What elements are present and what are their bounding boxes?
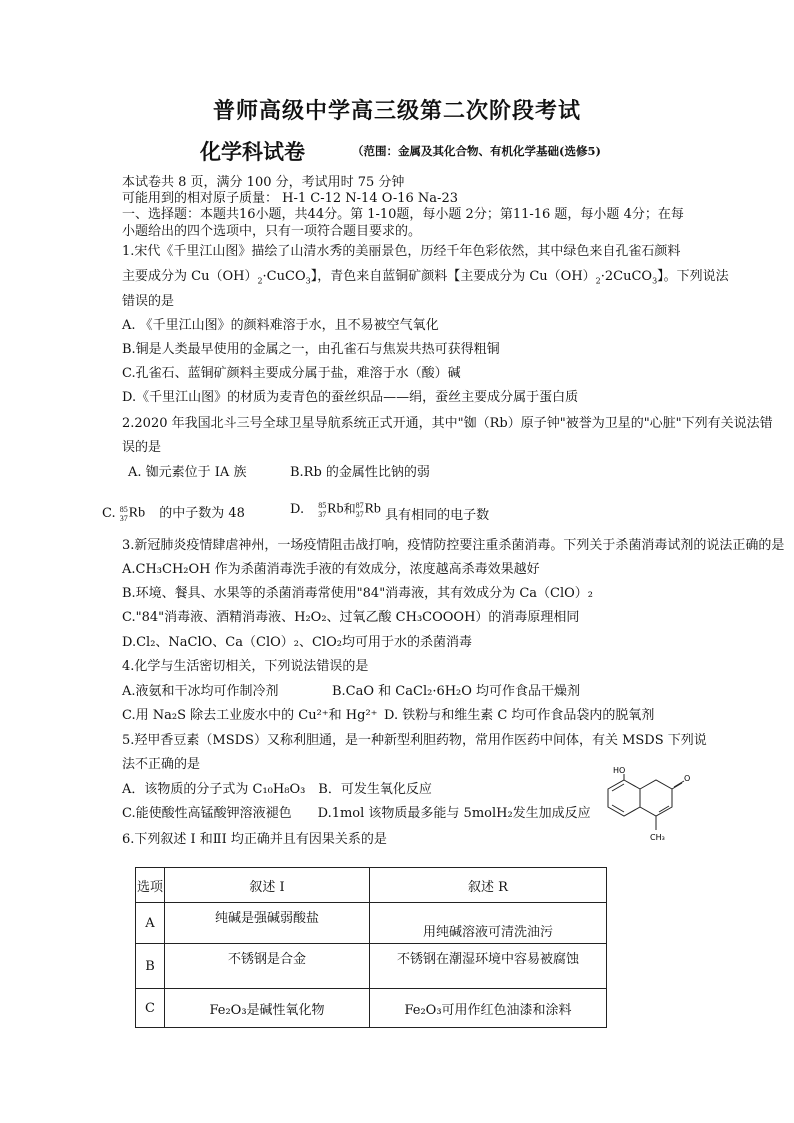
q1-stem-line1: 1.宋代《千里江山图》描绘了山清水秀的美丽景色，历经千年色彩依然，其中绿色来自孔雀石颜料: [122, 244, 681, 259]
exam-scope: （范围：金属及其化合物、有机化学基础(选修5): [352, 144, 601, 158]
table-row: [136, 903, 607, 944]
q4-option-c: C.用 Na₂S 除去工业废水中的 Cu²⁺和 Hg²⁺: [122, 708, 378, 723]
q3-option-a: A.CH₃CH₂OH 作为杀菌消毒洗手液的有效成分，浓度越高杀毒效果越好: [122, 562, 540, 577]
q2-stem-line2: 误的是: [122, 440, 162, 455]
q5-stem-line2: 法不正确的是: [122, 757, 201, 772]
exam-title: 普师高级中学高三级第二次阶段考试: [212, 98, 581, 124]
q1-option-c: C.孔雀石、蓝铜矿颜料主要成分属于盐，难溶于水（酸）碱: [122, 366, 461, 381]
intro-line-2: 可能用到的相对原子质量： H-1 C-12 N-14 O-16 Na-23: [122, 191, 458, 206]
table-cell: Fe₂O₃是碱性氧化物: [165, 989, 370, 1028]
table-cell: A: [136, 903, 165, 944]
q3-stem: 3.新冠肺炎疫情肆虐神州，一场疫情阻击战打响，疫情防控要注重杀菌消毒。下列关于杀菌消毒试剂的说法正确的是: [122, 538, 785, 553]
q5-options-ab: A．该物质的分子式为 C₁₀H₈O₃ B．可发生氧化反应: [122, 782, 432, 797]
table-header-cell: 叙述 R: [370, 868, 607, 903]
q2-option-d: D. 85 37Rb和87 37Rb 具有相同的电子数: [290, 501, 490, 523]
intro-line-3: 一、选择题：本题共16小题，共44分。第 1-10题，每小题 2分；第11-16 题，每小题 4分；在每: [122, 207, 684, 222]
q4-option-a: A.液氨和干冰均可作制冷剂: [122, 684, 279, 699]
q4-stem: 4.化学与生活密切相关，下列说法错误的是: [122, 659, 369, 674]
q5-options-cd: C.能使酸性高锰酸钾溶液褪色 D.1mol 该物质最多能与 5molH₂发生加成反应: [122, 806, 591, 821]
q3-option-b: B.环境、餐具、水果等的杀菌消毒常使用"84"消毒液，其有效成分为 Ca（ClO）₂: [122, 586, 593, 601]
table-cell: B: [136, 944, 165, 989]
rb87-nuclide: 87 37Rb: [355, 501, 381, 520]
table-row: [136, 989, 607, 1028]
q4-option-b: B.CaO 和 CaCl₂·6H₂O 均可作食品干燥剂: [332, 684, 581, 699]
q5-stem-line1: 5.羟甲香豆素（MSDS）又称利胆通，是一种新型利胆药物，常用作医药中间体，有关 MSDS 下列说: [122, 733, 707, 748]
mol-carbonyl-label: O: [684, 774, 691, 783]
q1-stem-line2: 主要成分为 $Cu(OH)_2\cdot CuCO_3$】，青色来自蓝铜矿颜料【主要成分为 $Cu(OH)_2\cdot 2CuCO_3$】。下列说法: [122, 269, 729, 286]
table-cell: Fe₂O₃可用作红色油漆和涂料: [370, 989, 607, 1028]
table-header-row: [136, 868, 607, 903]
q1-option-b: B.铜是人类最早使用的金属之一，由孔雀石与焦炭共热可获得粗铜: [122, 342, 500, 357]
table-header-cell: 叙述 I: [165, 868, 370, 903]
table-cell: 不锈钢在潮湿环境中容易被腐蚀: [370, 944, 607, 989]
q2-option-c: C. 85 37Rb 的中子数为 48: [102, 505, 245, 524]
rb85-nuclide: 85 37Rb: [119, 505, 146, 524]
q3-option-d: D.Cl₂、NaClO、Ca（ClO）₂、ClO₂均可用于水的杀菌消毒: [122, 635, 472, 650]
subject-title: 化学科试卷: [200, 139, 305, 164]
q3-option-c: C."84"消毒液、酒精消毒液、H₂O₂、过氧乙酸 CH₃COOOH）的消毒原理相同: [122, 610, 580, 625]
table-cell: C: [136, 989, 165, 1028]
table-row: [136, 944, 607, 989]
q4-option-d: D. 铁粉与和维生素 C 均可作食品袋内的脱氧剂: [384, 708, 655, 723]
table-cell: 用纯碱溶液可清洗油污: [370, 903, 607, 944]
table-cell: 不锈钢是合金: [165, 944, 370, 989]
q1-option-d: D.《千里江山图》的材质为麦青色的蚕丝织品——绢，蚕丝主要成分属于蛋白质: [122, 390, 579, 405]
q2-option-b: B.Rb 的金属性比钠的弱: [290, 465, 430, 480]
intro-line-1: 本试卷共 8 页，满分 100 分，考试用时 75 分钟: [122, 175, 405, 190]
rb85-nuclide-d: 85 37Rb: [318, 501, 344, 520]
q1-stem-line3: 错误的是: [122, 294, 175, 309]
intro-line-4: 小题给出的四个选项中，只有一项符合题目要求的。: [122, 224, 422, 239]
mol-hydroxyl-label: HO: [613, 766, 626, 775]
mol-methyl-label: CH₃: [650, 833, 665, 842]
q6-table: [135, 867, 607, 1028]
table-header-cell: 选项: [136, 868, 165, 903]
hymecromone-structure-icon: [598, 766, 702, 850]
table-left-rule: [135, 1015, 136, 1027]
q2-stem-line1: 2.2020 年我国北斗三号全球卫星导航系统正式开通，其中"铷（Rb）原子钟"被誉为卫星的"心脏"下列有关说法错: [122, 416, 773, 431]
q2-option-a: A. 铷元素位于 IA 族: [128, 465, 247, 480]
q6-stem: 6.下列叙述 I 和ⅡI 均正确并且有因果关系的是: [122, 832, 387, 847]
q1-option-a: A. 《千里江山图》的颜料难溶于水，且不易被空气氧化: [122, 318, 439, 333]
table-cell: 纯碱是强碱弱酸盐: [165, 903, 370, 944]
